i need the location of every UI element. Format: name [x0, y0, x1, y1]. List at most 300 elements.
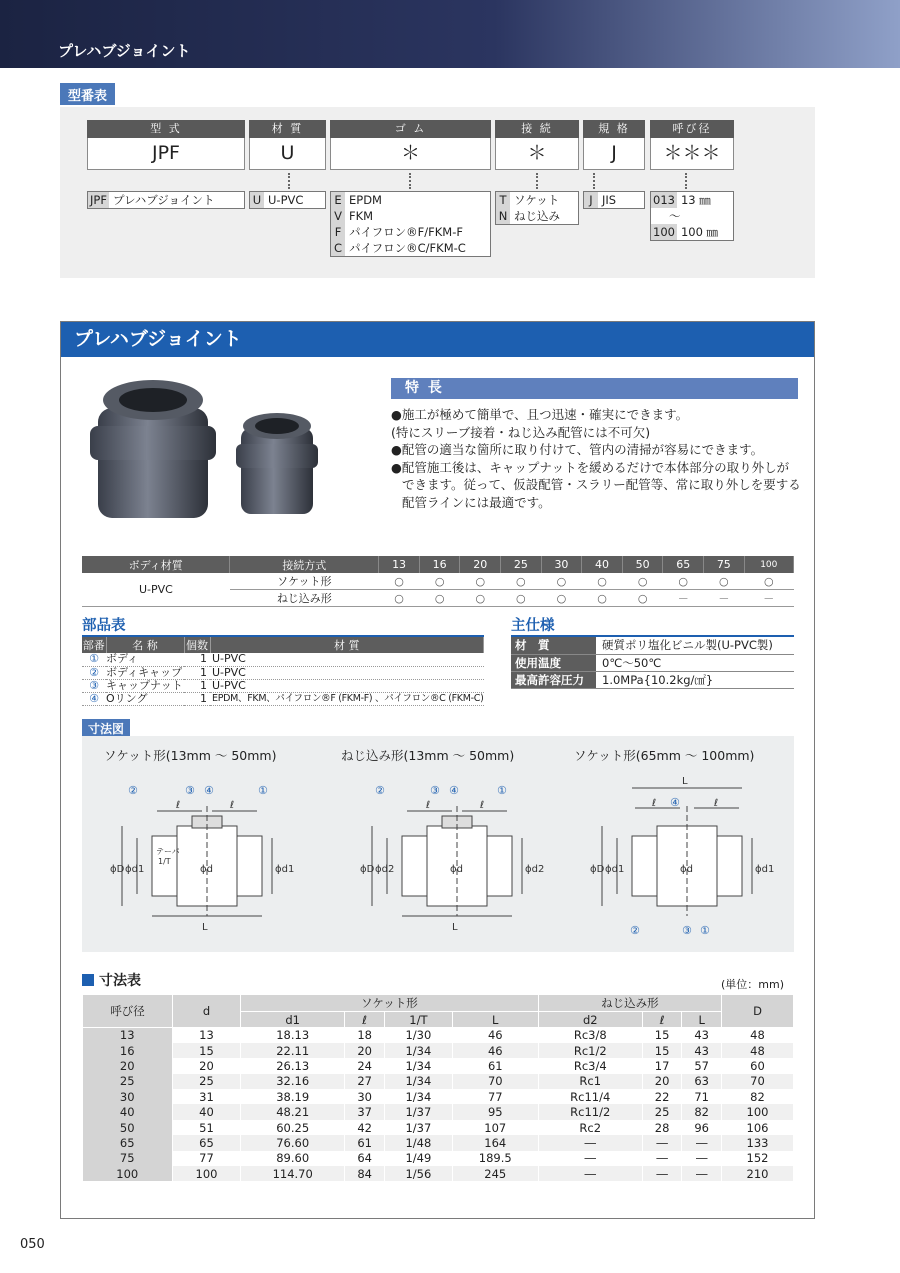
dim-d2: ϕd2: [525, 864, 545, 875]
option-material: [249, 191, 326, 209]
diagram-title: ねじ込み形(13mm ～ 50mm): [341, 748, 515, 763]
table-cell: ―: [538, 1166, 642, 1181]
size-cell: －: [663, 590, 704, 607]
part-name: Oリング: [106, 692, 184, 705]
parts-head: 名 称: [106, 637, 184, 653]
table-cell: ―: [642, 1166, 682, 1181]
table-cell: 48: [722, 1028, 794, 1043]
size-availability-table: [82, 556, 794, 607]
dim-subhead: L: [682, 1012, 722, 1028]
table-row: [83, 1151, 794, 1166]
spec-title: 主仕様: [511, 614, 794, 637]
table-cell: 30: [345, 1089, 385, 1104]
size-cell: ○: [541, 573, 582, 590]
spec-value: 硬質ポリ塩化ビニル製(U-PVC製): [596, 637, 794, 654]
part-no: ①: [82, 653, 106, 666]
table-cell: 22: [642, 1089, 682, 1104]
option-code: T: [496, 192, 510, 208]
table-cell: 96: [682, 1120, 722, 1135]
size-cell: －: [704, 590, 745, 607]
dim-head: 呼び径: [83, 995, 173, 1028]
option-code: 100: [653, 225, 675, 239]
option-code: JPF: [90, 193, 107, 207]
table-cell: 89.60: [241, 1151, 345, 1166]
callout-2: ②: [630, 924, 640, 937]
callout-3: ③: [682, 924, 692, 937]
size-cell: ○: [704, 573, 745, 590]
table-cell: Rc1: [538, 1074, 642, 1089]
option-size: [650, 191, 734, 241]
size-head: 25: [501, 556, 542, 573]
taper-label: テーパ: [156, 847, 180, 856]
option-text: パイフロン®F/FKM-F: [349, 225, 463, 239]
size-cell: －: [744, 590, 793, 607]
table-cell: 48.21: [241, 1104, 345, 1119]
table-cell: 1/34: [384, 1089, 452, 1104]
table-cell: 70: [722, 1074, 794, 1089]
table-cell: 100: [722, 1104, 794, 1119]
size-head: 16: [419, 556, 460, 573]
table-cell: 82: [722, 1089, 794, 1104]
table-row: [83, 1089, 794, 1104]
table-cell: ―: [682, 1166, 722, 1181]
option-code: 013: [653, 193, 675, 207]
model-col-value: JPF: [87, 138, 245, 170]
part-material: EPDM、FKM、パイフロン®F (FKM-F) 、パイフロン®C (FKM-C): [212, 692, 484, 704]
model-table-label: 型番表: [60, 83, 115, 105]
dim-head: d: [173, 995, 241, 1028]
spec-value: 1.0MPa{10.2kg/㎠}: [596, 671, 794, 688]
connector-dots: [409, 173, 411, 189]
parts-title: 部品表: [82, 614, 484, 637]
part-name: キャップナット: [106, 678, 183, 692]
callout-2: ②: [375, 784, 385, 797]
part-material: U-PVC: [210, 679, 484, 692]
model-col-rubber: [330, 120, 491, 170]
parts-table: [82, 637, 484, 706]
taper-value: 1/T: [158, 857, 171, 866]
callout-4: ④: [204, 784, 214, 797]
table-cell: 25: [83, 1074, 173, 1089]
table-cell: 46: [452, 1043, 538, 1058]
connector-dots: [593, 173, 595, 189]
callout-4: ④: [449, 784, 459, 797]
dim-subhead: 1/T: [384, 1012, 452, 1028]
spec-value: 0℃～50℃: [596, 654, 794, 671]
dim-head: D: [722, 995, 794, 1028]
dimension-drawings: [82, 736, 794, 952]
dim-l: ℓ: [176, 800, 181, 811]
option-rubber: [330, 191, 491, 257]
option-standard: [583, 191, 645, 209]
option-code: U: [250, 192, 264, 208]
table-cell: 75: [83, 1151, 173, 1166]
spec-key: 材 質: [511, 637, 596, 654]
size-head: 50: [622, 556, 663, 573]
dim-D: ϕD: [110, 864, 125, 875]
part-material: U-PVC: [210, 653, 484, 666]
table-cell: 57: [682, 1058, 722, 1073]
table-cell: 1/56: [384, 1166, 452, 1181]
table-cell: 82: [682, 1104, 722, 1119]
part-name: ボディ: [106, 653, 184, 666]
table-row: [83, 1104, 794, 1119]
callout-4: ④: [670, 796, 680, 809]
table-cell: 60: [722, 1058, 794, 1073]
option-connection: [495, 191, 579, 225]
table-cell: 1/37: [384, 1104, 452, 1119]
table-cell: 25: [173, 1074, 241, 1089]
option-text: 100 ㎜: [680, 225, 719, 239]
parts-head: 部番: [82, 639, 105, 652]
size-cell: ○: [541, 590, 582, 607]
table-cell: 27: [345, 1074, 385, 1089]
table-cell: 15: [642, 1028, 682, 1043]
size-cell: ○: [419, 573, 460, 590]
table-cell: 32.16: [241, 1074, 345, 1089]
size-head: 100: [744, 556, 793, 573]
model-col-standard: [583, 120, 645, 170]
dim-d1: ϕd1: [275, 864, 295, 875]
parts-head: 材 質: [210, 637, 484, 653]
table-cell: 189.5: [452, 1151, 538, 1166]
table-cell: 106: [722, 1120, 794, 1135]
table-cell: ―: [642, 1135, 682, 1150]
dim-head: ねじ込み形: [538, 995, 721, 1012]
table-cell: 61: [345, 1135, 385, 1150]
dim-subhead: L: [452, 1012, 538, 1028]
model-col-value: ＊: [330, 138, 491, 170]
table-cell: 22.11: [241, 1043, 345, 1058]
table-cell: ―: [682, 1151, 722, 1166]
table-cell: ―: [642, 1151, 682, 1166]
product-photo: [86, 368, 356, 528]
table-row: [83, 1028, 794, 1043]
dim-d2: ϕd2: [375, 864, 395, 875]
part-no: ②: [82, 666, 106, 679]
spec-key: 使用温度: [511, 654, 596, 671]
feature-item: ●配管の適当な箇所に取り付けて、管内の清掃が容易にできます。: [391, 442, 764, 457]
dim-head: ソケット形: [241, 995, 539, 1012]
table-cell: 61: [452, 1058, 538, 1073]
dim-subhead: d1: [241, 1012, 345, 1028]
diagram-title: ソケット形(65mm ～ 100mm): [574, 748, 755, 763]
dim-D: ϕD: [360, 864, 375, 875]
option-text: 13 ㎜: [680, 193, 711, 207]
option-text: EPDM: [349, 193, 382, 207]
dim-subhead: ℓ: [642, 1012, 682, 1028]
table-cell: ―: [682, 1135, 722, 1150]
size-material: U-PVC: [82, 573, 230, 607]
size-cell: ○: [419, 590, 460, 607]
table-row: [83, 1058, 794, 1073]
dim-L: L: [682, 776, 688, 787]
size-cell: ○: [501, 573, 542, 590]
table-cell: 50: [83, 1120, 173, 1135]
table-row: [83, 1074, 794, 1089]
table-cell: 31: [173, 1089, 241, 1104]
size-head: 65: [663, 556, 704, 573]
size-head: 接続方式: [230, 556, 379, 573]
dim-l: ℓ: [714, 798, 719, 809]
model-col-value: J: [583, 138, 645, 170]
table-cell: 76.60: [241, 1135, 345, 1150]
table-cell: 1/34: [384, 1074, 452, 1089]
option-text: ソケット: [514, 193, 560, 207]
table-cell: 65: [83, 1135, 173, 1150]
table-row: [83, 1120, 794, 1135]
table-cell: Rc2: [538, 1120, 642, 1135]
size-head: 40: [582, 556, 623, 573]
option-text: パイフロン®C/FKM-C: [349, 241, 466, 255]
option-text: FKM: [349, 209, 374, 223]
dim-L: L: [202, 922, 208, 933]
table-cell: Rc3/4: [538, 1058, 642, 1073]
table-cell: 63: [682, 1074, 722, 1089]
model-col-value: ＊: [495, 138, 579, 170]
dimtable-unit: (単位：mm): [721, 978, 785, 991]
size-cell: ○: [582, 590, 623, 607]
option-code: E: [331, 192, 345, 208]
dim-d: ϕd: [450, 864, 463, 875]
table-cell: 107: [452, 1120, 538, 1135]
table-cell: 64: [345, 1151, 385, 1166]
table-cell: ―: [538, 1135, 642, 1150]
part-qty: 1: [184, 692, 210, 705]
size-head: 13: [379, 556, 420, 573]
table-cell: 1/49: [384, 1151, 452, 1166]
part-name: ボディキャップ: [106, 665, 183, 679]
model-col-connection: [495, 120, 579, 170]
option-code: C: [331, 240, 345, 256]
table-cell: 25: [642, 1104, 682, 1119]
table-cell: 210: [722, 1166, 794, 1181]
table-cell: 1/34: [384, 1058, 452, 1073]
table-cell: 26.13: [241, 1058, 345, 1073]
part-qty: 1: [184, 666, 210, 679]
table-cell: 95: [452, 1104, 538, 1119]
dimension-diagram-svg: [82, 766, 794, 952]
feature-item: ●施工が極めて簡単で、且つ迅速・確実にできます。: [391, 407, 689, 422]
option-code: V: [331, 208, 345, 224]
model-col-value: ＊＊＊: [650, 138, 734, 170]
model-col-head: 材 質: [249, 120, 326, 138]
dimension-rows: [83, 1028, 794, 1182]
dim-d1: ϕd1: [605, 864, 625, 875]
table-row: [83, 1043, 794, 1058]
table-cell: 100: [83, 1166, 173, 1181]
size-cell: ○: [663, 573, 704, 590]
option-range: ～: [669, 209, 681, 223]
part-qty: 1: [184, 653, 210, 666]
dim-d1: ϕd1: [125, 864, 145, 875]
model-col-size: [650, 120, 734, 170]
model-col-head: 規 格: [583, 120, 645, 138]
size-cell: ○: [379, 590, 420, 607]
size-head: 20: [460, 556, 501, 573]
table-cell: 77: [173, 1151, 241, 1166]
table-cell: 38.19: [241, 1089, 345, 1104]
model-col-head: 接 続: [495, 120, 579, 138]
table-cell: 164: [452, 1135, 538, 1150]
size-type: ソケット形: [230, 573, 379, 590]
callout-2: ②: [128, 784, 138, 797]
table-row: [83, 1135, 794, 1150]
table-cell: 46: [452, 1028, 538, 1043]
callout-3: ③: [185, 784, 195, 797]
table-cell: 65: [173, 1135, 241, 1150]
spec-table: [511, 637, 794, 689]
table-cell: 17: [642, 1058, 682, 1073]
option-text: ねじ込み: [514, 209, 560, 223]
dim-d1: ϕd1: [755, 864, 775, 875]
part-no: ④: [82, 692, 106, 705]
connector-dots: [685, 173, 687, 189]
size-head: ボディ材質: [82, 556, 230, 573]
dim-D: ϕD: [590, 864, 605, 875]
table-cell: 20: [173, 1058, 241, 1073]
part-no: ③: [82, 679, 106, 692]
dim-l: ℓ: [230, 800, 235, 811]
diagram-title: ソケット形(13mm ～ 50mm): [104, 748, 277, 763]
size-cell: ○: [582, 573, 623, 590]
size-cell: ○: [460, 590, 501, 607]
model-col-head: 型 式: [87, 120, 245, 138]
option-code: F: [331, 224, 345, 240]
table-cell: Rc1/2: [538, 1043, 642, 1058]
table-cell: Rc3/8: [538, 1028, 642, 1043]
table-cell: 43: [682, 1028, 722, 1043]
table-cell: 84: [345, 1166, 385, 1181]
table-cell: Rc11/4: [538, 1089, 642, 1104]
table-cell: 133: [722, 1135, 794, 1150]
table-cell: 28: [642, 1120, 682, 1135]
table-cell: 60.25: [241, 1120, 345, 1135]
connector-dots: [288, 173, 290, 189]
spec-key: 最高許容圧力: [511, 671, 596, 688]
product-section: [60, 321, 815, 1219]
dim-d: ϕd: [200, 864, 213, 875]
table-cell: 48: [722, 1043, 794, 1058]
table-cell: 70: [452, 1074, 538, 1089]
product-title: プレハブジョイント: [61, 322, 814, 357]
size-cell: ○: [744, 573, 793, 590]
size-head: 75: [704, 556, 745, 573]
dim-l: ℓ: [652, 798, 657, 809]
table-cell: 15: [173, 1043, 241, 1058]
page-header: [0, 0, 900, 68]
table-cell: 18.13: [241, 1028, 345, 1043]
table-cell: 1/34: [384, 1043, 452, 1058]
dim-L: L: [452, 922, 458, 933]
table-cell: 114.70: [241, 1166, 345, 1181]
option-type: [87, 191, 245, 209]
table-cell: 16: [83, 1043, 173, 1058]
table-cell: 37: [345, 1104, 385, 1119]
table-cell: 13: [173, 1028, 241, 1043]
callout-1: ①: [497, 784, 507, 797]
table-cell: 1/37: [384, 1120, 452, 1135]
size-cell: ○: [622, 590, 663, 607]
model-col-material: [249, 120, 326, 170]
dimension-label: 寸法図: [82, 719, 130, 738]
model-col-type: [87, 120, 245, 170]
dim-subhead: d2: [538, 1012, 642, 1028]
table-cell: 20: [642, 1074, 682, 1089]
size-type: ねじ込み形: [230, 590, 379, 607]
size-cell: ○: [501, 590, 542, 607]
callout-1: ①: [700, 924, 710, 937]
page-number: 050: [20, 1237, 45, 1252]
table-cell: 20: [345, 1043, 385, 1058]
option-text: U-PVC: [268, 193, 304, 207]
table-cell: 1/48: [384, 1135, 452, 1150]
size-cell: ○: [460, 573, 501, 590]
square-bullet-icon: [82, 974, 94, 986]
table-cell: 42: [345, 1120, 385, 1135]
table-cell: Rc11/2: [538, 1104, 642, 1119]
size-cell: ○: [379, 573, 420, 590]
part-qty: 1: [184, 679, 210, 692]
table-cell: 24: [345, 1058, 385, 1073]
table-cell: ―: [538, 1151, 642, 1166]
table-cell: 1/30: [384, 1028, 452, 1043]
table-cell: 15: [642, 1043, 682, 1058]
table-cell: 245: [452, 1166, 538, 1181]
features-list: [391, 406, 801, 511]
dim-d: ϕd: [680, 864, 693, 875]
option-code: J: [584, 192, 598, 208]
dimension-table: [82, 994, 794, 1181]
table-cell: 51: [173, 1120, 241, 1135]
callout-3: ③: [430, 784, 440, 797]
table-row: [83, 1166, 794, 1181]
size-head: 30: [541, 556, 582, 573]
option-text: プレハブジョイント: [112, 193, 215, 207]
model-col-value: U: [249, 138, 326, 170]
table-cell: 20: [83, 1058, 173, 1073]
feature-item: (特にスリーブ接着・ねじ込み配管には不可欠): [391, 424, 651, 440]
table-cell: 71: [682, 1089, 722, 1104]
table-cell: 40: [83, 1104, 173, 1119]
model-code-box: [60, 107, 815, 278]
dimtable-title: 寸法表: [99, 973, 141, 989]
option-code: N: [496, 208, 510, 224]
table-cell: 30: [83, 1089, 173, 1104]
table-cell: 18: [345, 1028, 385, 1043]
model-col-head: 呼び径: [650, 120, 734, 138]
connector-dots: [536, 173, 538, 189]
table-cell: 43: [682, 1043, 722, 1058]
table-cell: 13: [83, 1028, 173, 1043]
dim-subhead: ℓ: [345, 1012, 385, 1028]
part-material: U-PVC: [210, 666, 484, 679]
callout-1: ①: [258, 784, 268, 797]
size-cell: ○: [622, 573, 663, 590]
model-col-head: ゴ ム: [330, 120, 491, 138]
option-text: JIS: [602, 193, 617, 207]
table-cell: 77: [452, 1089, 538, 1104]
table-cell: 40: [173, 1104, 241, 1119]
feature-item: ●配管施工後は、キャップナットを緩めるだけで本体部分の取り外しができます。従って、仮設配管・スラリー配管等、常に取り外しを要する配管ラインには最適です。: [391, 459, 801, 510]
table-cell: 100: [173, 1166, 241, 1181]
features-heading: 特 長: [391, 378, 798, 399]
header-title: プレハブジョイント: [58, 42, 191, 60]
dim-l: ℓ: [480, 800, 485, 811]
table-cell: 152: [722, 1151, 794, 1166]
parts-head: 個数: [186, 639, 208, 652]
dim-l: ℓ: [426, 800, 431, 811]
